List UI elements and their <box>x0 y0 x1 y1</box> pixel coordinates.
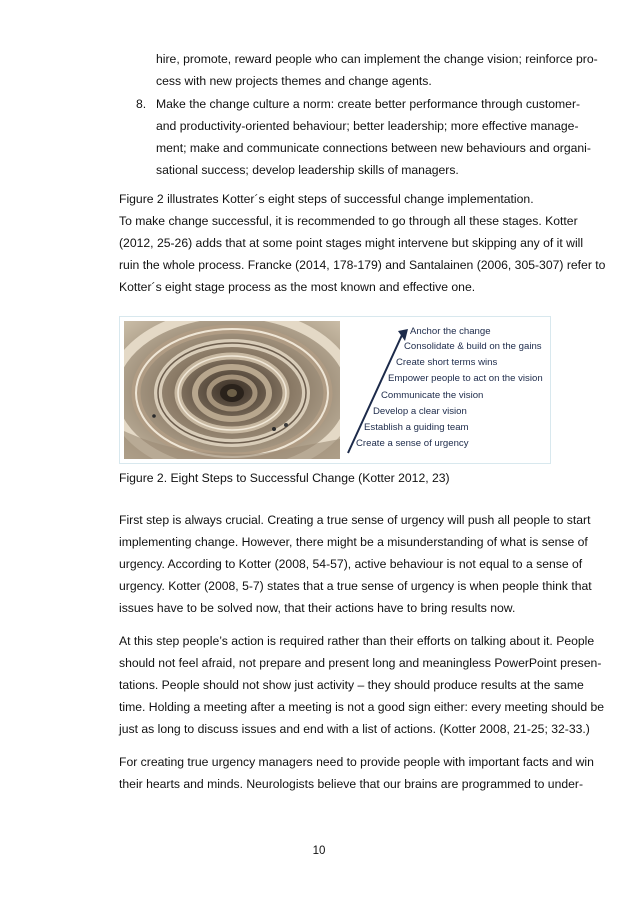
paragraph-line: Kotter´s eight stage process as the most known and effective one. <box>119 280 476 294</box>
paragraph-line: should not feel afraid, not prepare and present long and meaningless PowerPoint presen- <box>119 656 602 670</box>
list-item-8-number: 8. <box>136 97 147 111</box>
page-number: 10 <box>312 845 326 857</box>
paragraph-line: urgency. Kotter (2008, 5-7) states that a true sense of urgency is when people think that <box>119 579 592 593</box>
list-item-7-line: cess with new projects themes and change agents. <box>156 74 432 88</box>
step-communicate: Communicate the vision <box>381 390 484 401</box>
paragraph-line: First step is always crucial. Creating a true sense of urgency will push all people to start <box>119 513 591 527</box>
paragraph-line: time. Holding a meeting after a meeting is not a good sign either: every meeting should be <box>119 700 605 714</box>
list-item-8-line: Make the change culture a norm: create better performance through customer- <box>156 97 581 111</box>
paragraph-line: their hearts and minds. Neurologists believe that our brains are programmed to under- <box>119 777 584 791</box>
eight-steps-diagram <box>342 317 550 463</box>
figure-caption: Figure 2. Eight Steps to Successful Change (Kotter 2012, 23) <box>119 471 450 485</box>
paragraph-line: issues have to be solved now, that their actions have to bring results now. <box>119 601 516 615</box>
step-sense-of-urgency: Create a sense of urgency <box>356 438 469 449</box>
step-empower: Empower people to act on the vision <box>388 373 543 384</box>
kotter-figure <box>119 316 551 464</box>
list-item-8-line: ment; make and communicate connections between new behaviours and organi- <box>156 141 591 155</box>
step-anchor-the-change: Anchor the change <box>410 326 491 337</box>
list-item-8-line: sational success; develop leadership skills of managers. <box>156 163 459 177</box>
paragraph-line: urgency. According to Kotter (2008, 54-57), active behaviour is not equal to a sense of <box>119 557 583 571</box>
paragraph-line: just as long to discuss issues and end with a list of actions. (Kotter 2008, 21-25; 32-33.) <box>119 722 590 736</box>
list-item-7-line: hire, promote, reward people who can implement the change vision; reinforce pro- <box>156 52 598 66</box>
paragraph-line: (2012, 25-26) adds that at some point stages might intervene but skipping any of it will <box>119 236 584 250</box>
paragraph-line: At this step people’s action is required rather than their efforts on talking about it. People <box>119 634 595 648</box>
step-consolidate: Consolidate & build on the gains <box>404 341 542 352</box>
paragraph-line: implementing change. However, there might be a misunderstanding of what is sense of <box>119 535 588 549</box>
spiral-staircase-photo <box>124 321 340 459</box>
paragraph-line: Figure 2 illustrates Kotter´s eight steps of successful change implementation. <box>119 192 534 206</box>
paragraph-line: ruin the whole process. Francke (2014, 178-179) and Santalainen (2006, 305-307) refer to <box>119 258 606 272</box>
step-clear-vision: Develop a clear vision <box>373 406 467 417</box>
paragraph-line: To make change successful, it is recommended to go through all these stages. Kotter <box>119 214 578 228</box>
paragraph-line: For creating true urgency managers need to provide people with important facts and win <box>119 755 594 769</box>
step-short-term-wins: Create short terms wins <box>396 357 498 368</box>
step-guiding-team: Establish a guiding team <box>364 422 469 433</box>
list-item-8-line: and productivity-oriented behaviour; better leadership; more effective manage- <box>156 119 579 133</box>
spiral-staircase-illustration <box>124 321 340 459</box>
paragraph-line: tations. People should not show just activity – they should produce results at the same <box>119 678 584 692</box>
